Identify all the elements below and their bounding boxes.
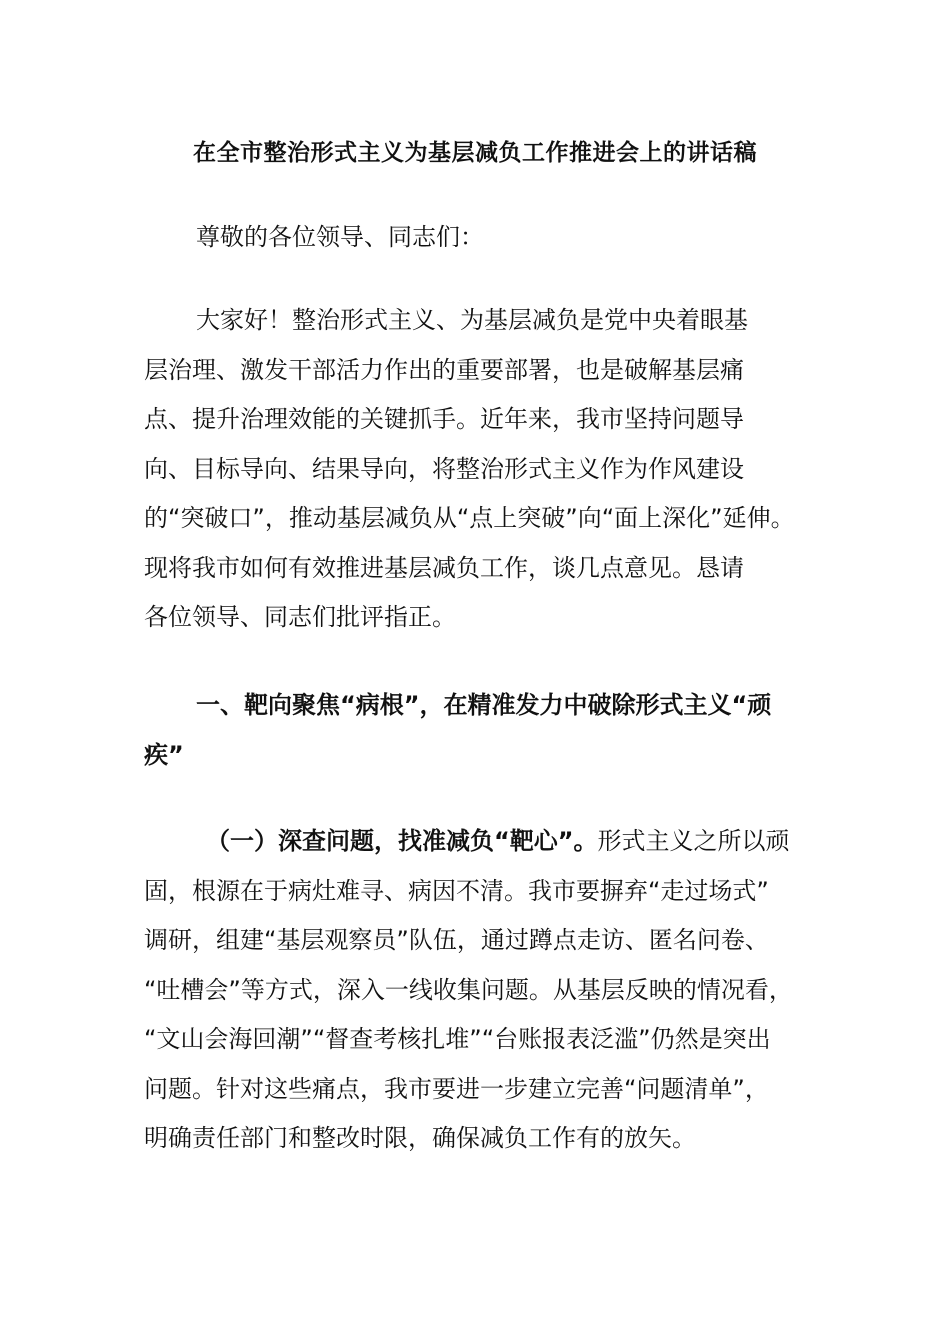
section-heading: [144, 681, 824, 780]
subsection-line: 固，根源在于病灶难寻、病因不清。我市要摒弃“走过场式”: [144, 876, 769, 905]
subsection-line: 调研，组建“基层观察员”队伍，通过蹲点走访、匿名问卷、: [144, 926, 769, 954]
subsection-first-line-text: 形式主义之所以顽: [597, 827, 790, 855]
salutation: [144, 213, 824, 263]
subsection-paragraph: [144, 817, 824, 1164]
intro-line: 层治理、激发干部活力作出的重要部署，也是破解基层痛: [144, 355, 744, 384]
intro-line: 的“突破口”，推动基层减负从“点上突破”向“面上深化”延伸。: [144, 504, 795, 532]
subsection-line: “文山会海回潮”“督查考核扎堆”“台账报表泛滥”仍然是突出: [144, 1025, 771, 1053]
intro-line: 各位领导、同志们批评指正。: [144, 603, 456, 631]
intro-line: 点、提升治理效能的关键抓手。近年来，我市坚持问题导: [144, 405, 744, 433]
subsection-line: 问题。针对这些痛点，我市要进一步建立完善“问题清单”，: [144, 1074, 769, 1103]
subsection-line: 明确责任部门和整改时限，确保减负工作有的放矢。: [144, 1124, 696, 1152]
subsection-line: “吐槽会”等方式，深入一线收集问题。从基层反映的情况看，: [144, 975, 793, 1004]
intro-line: 现将我市如何有效推进基层减负工作，谈几点意见。恳请: [144, 553, 744, 582]
salutation-text: 尊敬的各位领导、同志们：: [196, 223, 484, 251]
document-title: 在全市整治形式主义为基层减负工作推进会上的讲话稿: [193, 140, 757, 166]
section-heading-line: 疾”: [144, 740, 184, 769]
intro-line: 大家好！整治形式主义、为基层减负是党中央着眼基: [196, 306, 748, 334]
subsection-heading: （一）深查问题，找准减负“靶心”。: [206, 827, 598, 855]
subsection-first-line: [144, 817, 824, 867]
section-heading-line: 一、靶向聚焦“病根”，在精准发力中破除形式主义“顽: [196, 691, 772, 719]
intro-line: 向、目标导向、结果导向，将整治形式主义作为作风建设: [144, 454, 744, 483]
intro-paragraph: [144, 296, 824, 643]
